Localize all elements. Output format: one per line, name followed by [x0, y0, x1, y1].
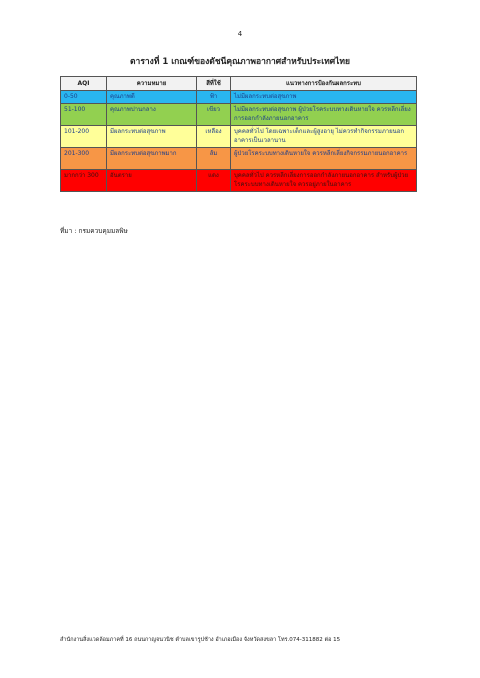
cell-meaning: คุณภาพดี — [107, 91, 197, 104]
cell-color-name: ฟ้า — [197, 91, 231, 104]
cell-guidance: บุคคลทั่วไป โดยเฉพาะเด็กและผู้สูงอายุ ไม่ควรทำกิจกรรมภายนอกอาคารเป็นเวลานาน — [231, 125, 417, 147]
table-row — [61, 91, 417, 104]
table-row — [61, 147, 417, 169]
table-row — [61, 125, 417, 147]
header-color: สีที่ใช้ — [197, 77, 231, 91]
cell-meaning: มีผลกระทบต่อสุขภาพ — [107, 125, 197, 147]
header-guidance: แนวทางการป้องกันผลกระทบ — [231, 77, 417, 91]
cell-meaning: คุณภาพปานกลาง — [107, 103, 197, 125]
cell-aqi: 0-50 — [61, 91, 107, 104]
table-header-row — [61, 77, 417, 91]
cell-color-name: เขียว — [197, 103, 231, 125]
cell-guidance: ไม่มีผลกระทบต่อสุขภาพ — [231, 91, 417, 104]
source-note: ที่มา : กรมควบคุมมลพิษ — [60, 227, 128, 235]
cell-meaning: มีผลกระทบต่อสุขภาพมาก — [107, 147, 197, 169]
cell-guidance: ไม่มีผลกระทบต่อสุขภาพ ผู้ป่วยโรคระบบทางเดินหายใจ ควรหลีกเลี่ยงการออกกำลังภายนอกอาคาร — [231, 103, 417, 125]
cell-aqi: 101-200 — [61, 125, 107, 147]
aqi-table — [60, 76, 417, 192]
header-meaning: ความหมาย — [107, 77, 197, 91]
page-footer: สำนักงานสิ่งแวดล้อมภาคที่ 16 ถนนกาญจนวนิช ตำบลเขารูปช้าง อำเภอเมือง จังหวัดสงขลา โทร.074-311882 ต่อ 15 — [60, 637, 341, 643]
cell-aqi: 51-100 — [61, 103, 107, 125]
header-aqi: AQI — [61, 77, 107, 91]
cell-guidance: ผู้ป่วยโรคระบบทางเดินหายใจ ควรหลีกเลี่ยงกิจกรรมภายนอกอาคาร — [231, 147, 417, 169]
table-row — [61, 169, 417, 191]
cell-color-name: แดง — [197, 169, 231, 191]
page-number: 4 — [237, 30, 243, 38]
cell-aqi: มากกว่า 300 — [61, 169, 107, 191]
cell-guidance: บุคคลทั่วไป ควรหลีกเลี่ยงการออกกำลังภายนอกอาคาร สำหรับผู้ป่วยโรคระบบทางเดินหายใจ ควรอยู่ภายในอาคาร — [231, 169, 417, 191]
cell-aqi: 201-300 — [61, 147, 107, 169]
table-caption: ตารางที่ 1 เกณฑ์ของดัชนีคุณภาพอากาศสำหรับประเทศไทย — [130, 57, 350, 67]
cell-color-name: ส้ม — [197, 147, 231, 169]
table-row — [61, 103, 417, 125]
cell-meaning: อันตราย — [107, 169, 197, 191]
cell-color-name: เหลือง — [197, 125, 231, 147]
